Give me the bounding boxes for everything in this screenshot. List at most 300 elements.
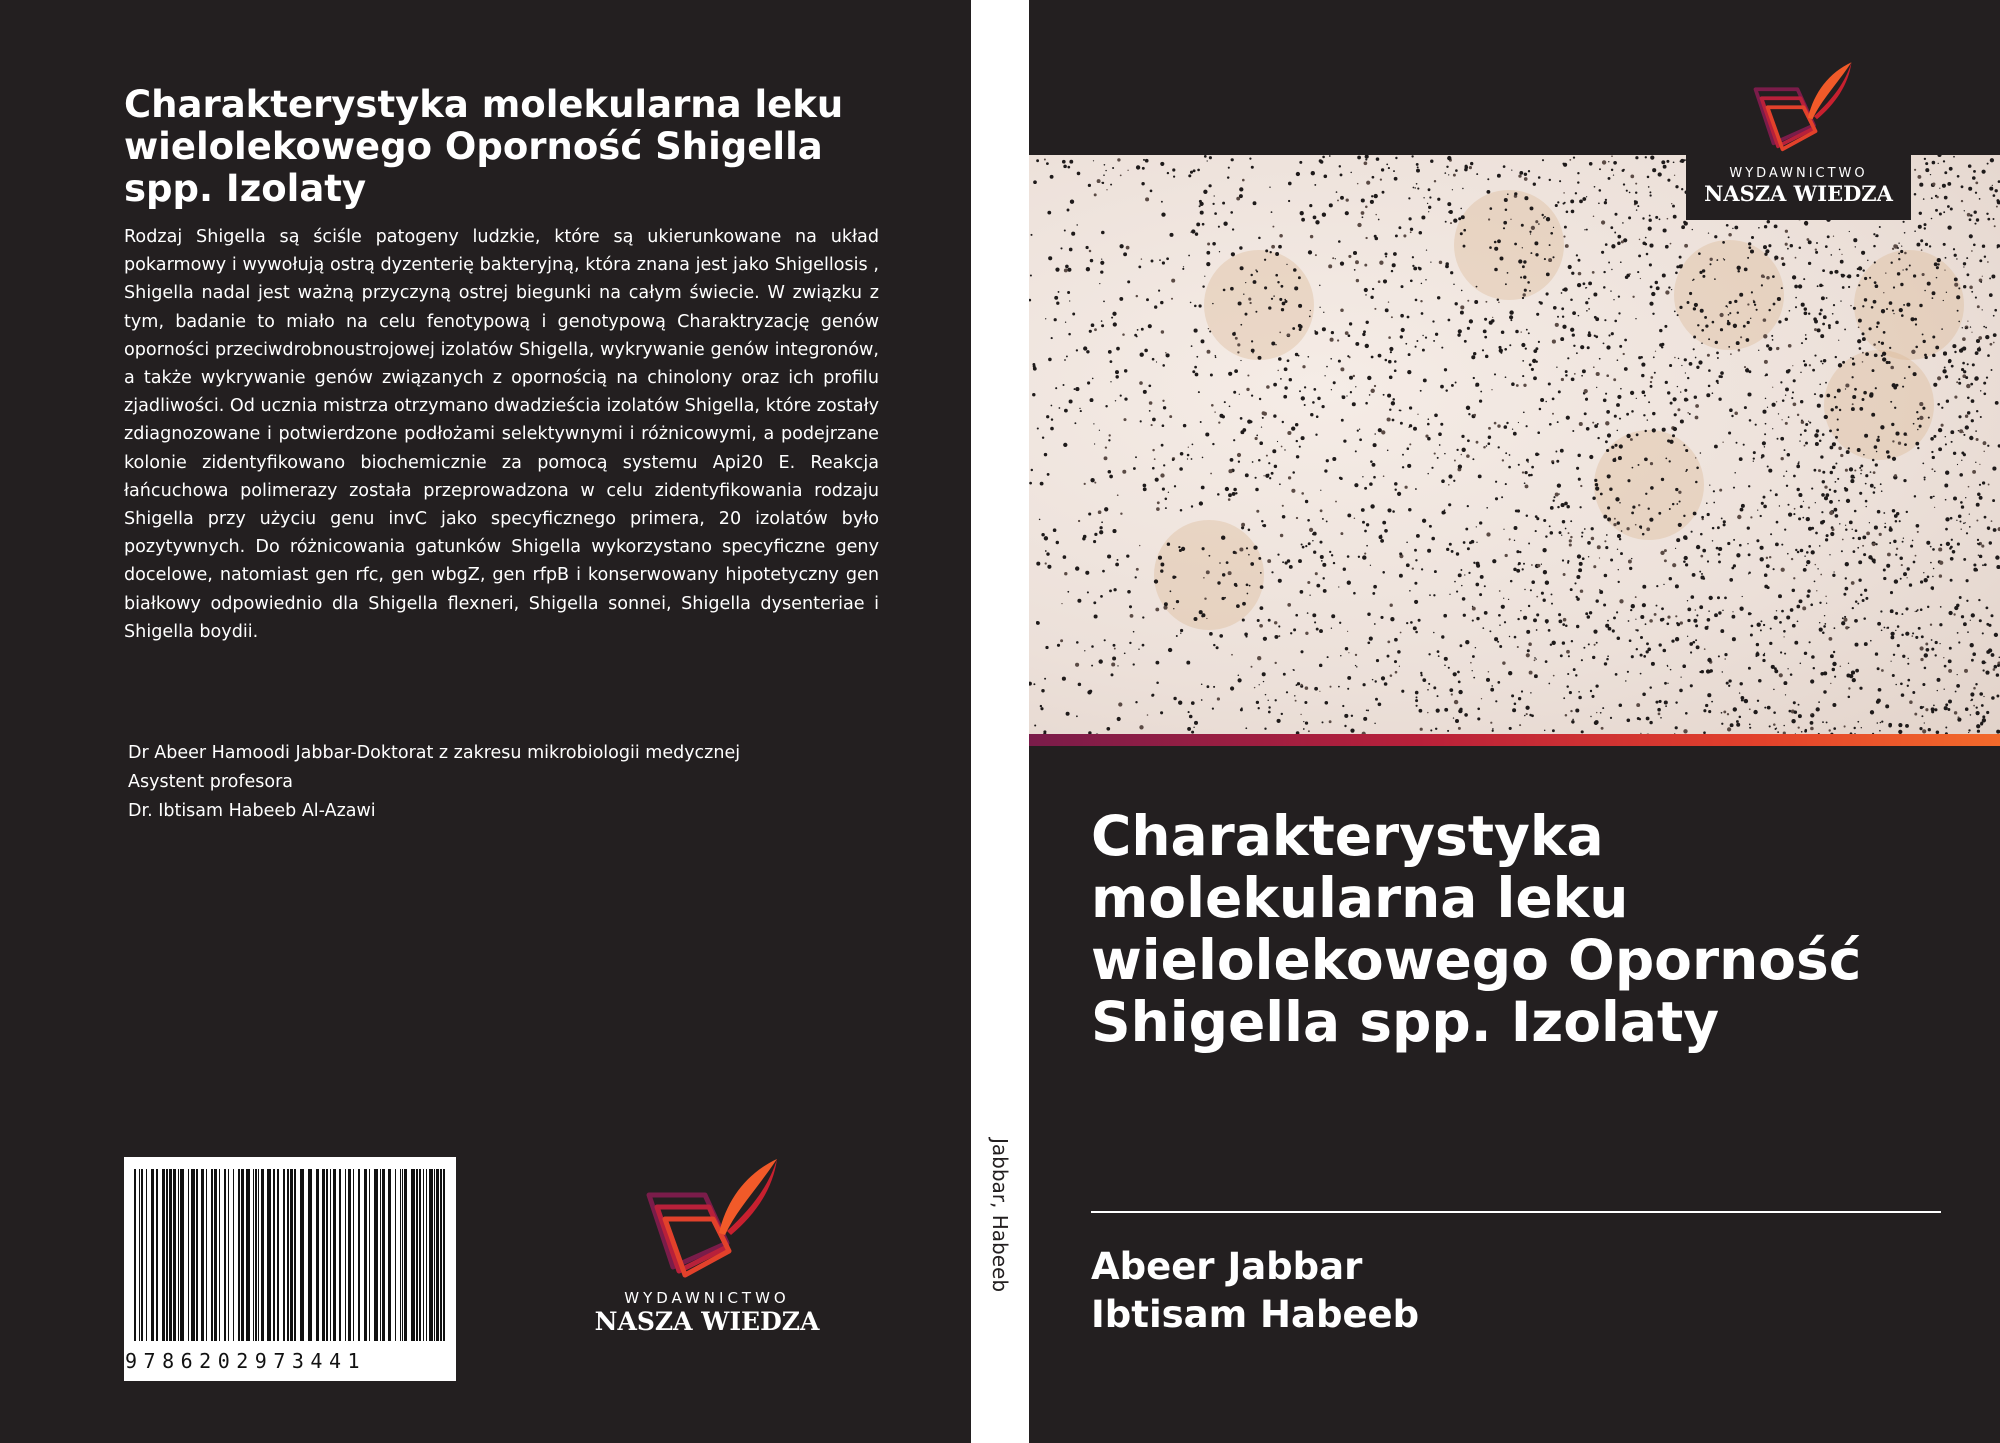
- speckle-dot: [1820, 574, 1822, 576]
- speckle-dot: [1951, 441, 1953, 443]
- speckle-dot: [1879, 226, 1881, 228]
- speckle-dot: [1811, 488, 1813, 490]
- speckle-dot: [1635, 524, 1637, 526]
- speckle-dot: [1798, 726, 1800, 728]
- speckle-dot: [1539, 408, 1542, 411]
- speckle-dot: [1753, 461, 1754, 462]
- speckle-dot: [1410, 231, 1412, 233]
- speckle-dot: [1935, 654, 1937, 656]
- speckle-dot: [1329, 720, 1332, 723]
- speckle-dot: [1421, 312, 1424, 315]
- speckle-dot: [1785, 422, 1788, 425]
- speckle-dot: [1199, 501, 1203, 505]
- speckle-dot: [1248, 529, 1251, 532]
- speckle-dot: [1982, 564, 1984, 566]
- speckle-dot: [1852, 537, 1854, 539]
- speckle-dot: [1375, 214, 1376, 215]
- speckle-dot: [1331, 389, 1332, 390]
- speckle-dot: [1353, 592, 1356, 595]
- speckle-dot: [1669, 508, 1671, 510]
- speckle-dot: [1883, 331, 1886, 334]
- speckle-dot: [1548, 683, 1550, 685]
- speckle-dot: [1973, 705, 1975, 707]
- speckle-dot: [1076, 224, 1077, 225]
- speckle-dot: [1524, 289, 1527, 292]
- speckle-dot: [1281, 713, 1283, 715]
- speckle-dot: [1956, 258, 1957, 259]
- speckle-dot: [1051, 418, 1053, 420]
- speckle-dot: [1551, 603, 1553, 605]
- speckle-dot: [1664, 682, 1667, 685]
- speckle-dot: [1848, 687, 1850, 689]
- author-bio-line: Asystent profesora: [128, 772, 294, 792]
- speckle-dot: [1036, 562, 1040, 566]
- speckle-dot: [1877, 722, 1879, 724]
- speckle-dot: [1773, 723, 1776, 726]
- speckle-dot: [1638, 356, 1641, 359]
- speckle-dot: [1143, 484, 1147, 488]
- speckle-dot: [1431, 467, 1433, 469]
- speckle-dot: [1428, 211, 1429, 212]
- speckle-dot: [1722, 671, 1723, 672]
- speckle-dot: [1565, 528, 1567, 530]
- speckle-dot: [1924, 479, 1926, 481]
- speckle-dot: [1922, 683, 1925, 686]
- barcode-bar: [267, 1169, 271, 1341]
- speckle-dot: [1660, 618, 1664, 622]
- speckle-dot: [1105, 170, 1106, 171]
- speckle-dot: [1656, 585, 1658, 587]
- speckle-dot: [1842, 539, 1844, 541]
- speckle-dot: [1239, 187, 1243, 191]
- speckle-dot: [1636, 433, 1639, 436]
- speckle-dot: [1448, 503, 1451, 506]
- speckle-dot: [1986, 213, 1988, 215]
- speckle-dot: [1538, 341, 1540, 343]
- speckle-dot: [1240, 266, 1244, 270]
- speckle-dot: [1230, 458, 1234, 462]
- speckle-dot: [1461, 585, 1462, 586]
- speckle-dot: [1428, 653, 1430, 655]
- speckle-dot: [1907, 663, 1909, 665]
- speckle-dot: [1372, 176, 1375, 179]
- barcode-bar: [388, 1169, 391, 1341]
- speckle-dot: [1824, 615, 1825, 616]
- speckle-dot: [1277, 370, 1279, 372]
- speckle-dot: [1830, 683, 1831, 684]
- barcode-bar: [333, 1169, 336, 1341]
- speckle-dot: [1693, 348, 1695, 350]
- speckle-dot: [1428, 418, 1430, 420]
- speckle-dot: [1844, 488, 1848, 492]
- speckle-dot: [1394, 369, 1397, 372]
- speckle-dot: [1976, 519, 1978, 521]
- speckle-dot: [1517, 646, 1519, 648]
- speckle-dot: [1730, 353, 1732, 355]
- speckle-dot: [1522, 568, 1524, 570]
- speckle-dot: [1341, 419, 1344, 422]
- speckle-dot: [1524, 589, 1525, 590]
- speckle-dot: [1522, 265, 1525, 268]
- speckle-dot: [1528, 474, 1531, 477]
- speckle-dot: [1821, 493, 1825, 497]
- speckle-dot: [1044, 159, 1046, 161]
- speckle-dot: [1806, 560, 1810, 564]
- speckle-dot: [1392, 263, 1396, 267]
- speckle-dot: [1954, 254, 1957, 257]
- speckle-dot: [1103, 174, 1105, 176]
- speckle-dot: [1056, 302, 1059, 305]
- speckle-dot: [1964, 210, 1965, 211]
- speckle-dot: [1228, 167, 1230, 169]
- speckle-dot: [1350, 729, 1354, 733]
- speckle-dot: [1325, 701, 1329, 705]
- speckle-dot: [1525, 484, 1529, 488]
- speckle-dot: [1724, 259, 1726, 261]
- speckle-dot: [1723, 710, 1726, 713]
- speckle-dot: [1362, 333, 1365, 336]
- speckle-dot: [1954, 606, 1958, 610]
- speckle-dot: [1834, 676, 1836, 678]
- speckle-dot: [1583, 282, 1586, 285]
- speckle-dot: [1309, 595, 1310, 596]
- speckle-dot: [1607, 433, 1611, 437]
- speckle-dot: [1212, 303, 1213, 304]
- speckle-dot: [1782, 399, 1785, 402]
- speckle-dot: [1234, 332, 1235, 333]
- speckle-dot: [1673, 215, 1677, 219]
- speckle-dot: [1624, 339, 1627, 342]
- speckle-dot: [1605, 243, 1608, 246]
- speckle-dot: [1194, 305, 1197, 308]
- speckle-dot: [1937, 263, 1939, 265]
- speckle-dot: [1538, 176, 1541, 179]
- speckle-dot: [1920, 580, 1923, 583]
- speckle-dot: [1670, 669, 1672, 671]
- speckle-dot: [1976, 410, 1978, 412]
- speckle-dot: [1862, 352, 1864, 354]
- barcode-bar: [369, 1169, 370, 1341]
- speckle-dot: [1630, 391, 1634, 395]
- speckle-dot: [1385, 256, 1387, 258]
- speckle-dot: [1709, 263, 1711, 265]
- speckle-dot: [1982, 309, 1983, 310]
- speckle-dot: [1776, 347, 1779, 350]
- speckle-dot: [1967, 411, 1970, 414]
- speckle-dot: [1675, 488, 1678, 491]
- speckle-dot: [1526, 713, 1528, 715]
- speckle-dot: [1781, 610, 1784, 613]
- speckle-dot: [1804, 363, 1807, 366]
- speckle-dot: [1369, 394, 1371, 396]
- speckle-dot: [1573, 345, 1575, 347]
- speckle-dot: [1127, 280, 1130, 283]
- speckle-dot: [1385, 308, 1389, 312]
- speckle-dot: [1835, 481, 1837, 483]
- speckle-dot: [1234, 369, 1238, 373]
- speckle-dot: [1681, 188, 1683, 190]
- speckle-dot: [1779, 673, 1783, 677]
- speckle-dot: [1693, 336, 1696, 339]
- speckle-dot: [1680, 391, 1681, 392]
- speckle-dot: [1562, 315, 1564, 317]
- speckle-dot: [1526, 653, 1530, 657]
- speckle-dot: [1192, 444, 1194, 446]
- speckle-dot: [1510, 319, 1512, 321]
- speckle-dot: [1380, 178, 1382, 180]
- speckle-dot: [1519, 724, 1521, 726]
- speckle-dot: [1569, 539, 1572, 542]
- speckle-dot: [1599, 590, 1603, 594]
- speckle-dot: [1525, 471, 1528, 474]
- speckle-dot: [1588, 298, 1590, 300]
- speckle-dot: [1280, 378, 1282, 380]
- speckle-dot: [1685, 372, 1686, 373]
- speckle-dot: [1982, 660, 1986, 664]
- speckle-dot: [1784, 528, 1786, 530]
- speckle-dot: [1892, 457, 1896, 461]
- speckle-dot: [1531, 714, 1534, 717]
- speckle-dot: [1853, 307, 1856, 310]
- speckle-dot: [1930, 623, 1932, 625]
- speckle-dot: [1504, 198, 1508, 202]
- speckle-dot: [1263, 637, 1267, 641]
- speckle-dot: [1619, 703, 1623, 707]
- speckle-dot: [1503, 529, 1504, 530]
- speckle-dot: [1454, 460, 1456, 462]
- speckle-dot: [1626, 413, 1629, 416]
- speckle-dot: [1460, 311, 1464, 315]
- speckle-dot: [1774, 224, 1778, 228]
- speckle-dot: [1378, 280, 1381, 283]
- speckle-dot: [1938, 547, 1942, 551]
- speckle-dot: [1229, 405, 1231, 407]
- speckle-dot: [1523, 411, 1525, 413]
- speckle-dot: [1906, 435, 1907, 436]
- speckle-dot: [1274, 465, 1277, 468]
- speckle-dot: [1206, 618, 1207, 619]
- speckle-dot: [1932, 336, 1935, 339]
- speckle-dot: [1834, 508, 1838, 512]
- speckle-dot: [1989, 293, 1993, 297]
- speckle-dot: [1031, 469, 1033, 471]
- speckle-dot: [1800, 434, 1802, 436]
- speckle-dot: [1161, 212, 1165, 216]
- stain-blotch: [1154, 520, 1264, 630]
- speckle-dot: [1237, 453, 1241, 457]
- speckle-dot: [1930, 546, 1932, 548]
- speckle-dot: [1571, 640, 1573, 642]
- speckle-dot: [1931, 197, 1933, 199]
- speckle-dot: [1070, 200, 1074, 204]
- speckle-dot: [1048, 358, 1052, 362]
- speckle-dot: [1108, 470, 1112, 474]
- speckle-dot: [1594, 424, 1598, 428]
- speckle-dot: [1245, 636, 1247, 638]
- speckle-dot: [1589, 611, 1592, 614]
- speckle-dot: [1255, 437, 1258, 440]
- speckle-dot: [1809, 641, 1811, 643]
- speckle-dot: [1617, 637, 1621, 641]
- speckle-dot: [1437, 650, 1440, 653]
- speckle-dot: [1410, 279, 1413, 282]
- speckle-dot: [1265, 474, 1269, 478]
- speckle-dot: [1787, 553, 1789, 555]
- speckle-dot: [1687, 377, 1689, 379]
- speckle-dot: [1810, 727, 1814, 731]
- speckle-dot: [1217, 581, 1220, 584]
- speckle-dot: [1785, 395, 1786, 396]
- barcode-bar: [258, 1169, 259, 1341]
- barcode-bar: [255, 1169, 257, 1341]
- speckle-dot: [1839, 409, 1841, 411]
- speckle-dot: [1226, 561, 1229, 564]
- speckle-dot: [1046, 552, 1049, 555]
- speckle-dot: [1057, 644, 1060, 647]
- speckle-dot: [1381, 676, 1385, 680]
- speckle-dot: [1549, 179, 1551, 181]
- speckle-dot: [1524, 715, 1526, 717]
- speckle-dot: [1601, 220, 1605, 224]
- speckle-dot: [1133, 631, 1135, 633]
- speckle-dot: [1455, 382, 1457, 384]
- speckle-dot: [1925, 168, 1929, 172]
- speckle-dot: [1779, 505, 1780, 506]
- speckle-dot: [1584, 229, 1585, 230]
- speckle-dot: [1219, 562, 1221, 564]
- speckle-dot: [1405, 343, 1407, 345]
- speckle-dot: [1648, 226, 1652, 230]
- speckle-dot: [1870, 710, 1874, 714]
- speckle-dot: [1585, 612, 1588, 615]
- speckle-dot: [1864, 298, 1867, 301]
- speckle-dot: [1271, 211, 1273, 213]
- speckle-dot: [1310, 235, 1313, 238]
- speckle-dot: [1956, 381, 1958, 383]
- speckle-dot: [1879, 730, 1881, 732]
- speckle-dot: [1830, 446, 1834, 450]
- speckle-dot: [1238, 675, 1240, 677]
- speckle-dot: [1774, 255, 1778, 259]
- speckle-dot: [1947, 205, 1950, 208]
- speckle-dot: [1458, 690, 1462, 694]
- speckle-dot: [1136, 165, 1140, 169]
- speckle-dot: [1648, 508, 1650, 510]
- speckle-dot: [1058, 291, 1060, 293]
- speckle-dot: [1825, 538, 1828, 541]
- speckle-dot: [1521, 331, 1522, 332]
- speckle-dot: [1207, 243, 1210, 246]
- speckle-dot: [1420, 674, 1422, 676]
- book-quill-icon: [627, 1155, 787, 1285]
- speckle-dot: [1889, 347, 1891, 349]
- speckle-dot: [1747, 543, 1748, 544]
- speckle-dot: [1957, 674, 1958, 675]
- speckle-dot: [1878, 341, 1880, 343]
- speckle-dot: [1741, 696, 1745, 700]
- speckle-dot: [1526, 514, 1528, 516]
- speckle-dot: [1797, 462, 1799, 464]
- speckle-dot: [1673, 427, 1677, 431]
- speckle-dot: [1799, 246, 1802, 249]
- speckle-dot: [1937, 403, 1940, 406]
- speckle-dot: [1212, 203, 1214, 205]
- speckle-dot: [1395, 671, 1398, 674]
- speckle-dot: [1572, 333, 1575, 336]
- speckle-dot: [1307, 356, 1309, 358]
- speckle-dot: [1572, 719, 1574, 721]
- barcode-bar: [348, 1169, 351, 1341]
- speckle-dot: [1811, 655, 1815, 659]
- speckle-dot: [1526, 425, 1528, 427]
- speckle-dot: [1626, 434, 1630, 438]
- speckle-dot: [1993, 342, 1995, 344]
- speckle-dot: [1578, 478, 1581, 481]
- speckle-dot: [1579, 200, 1583, 204]
- speckle-dot: [1607, 620, 1609, 622]
- speckle-dot: [1286, 264, 1287, 265]
- speckle-dot: [1321, 560, 1323, 562]
- speckle-dot: [1087, 690, 1091, 694]
- speckle-dot: [1384, 529, 1388, 533]
- speckle-dot: [1546, 622, 1548, 624]
- speckle-dot: [1639, 239, 1641, 241]
- speckle-dot: [1979, 198, 1981, 200]
- speckle-dot: [1917, 609, 1919, 611]
- speckle-dot: [1267, 559, 1271, 563]
- speckle-dot: [1421, 215, 1425, 219]
- speckle-dot: [1963, 522, 1965, 524]
- speckle-dot: [1422, 349, 1425, 352]
- speckle-dot: [1591, 695, 1594, 698]
- speckle-dot: [1617, 430, 1619, 432]
- speckle-dot: [1646, 527, 1650, 531]
- speckle-dot: [1039, 519, 1041, 521]
- speckle-dot: [1202, 285, 1204, 287]
- speckle-dot: [1851, 407, 1855, 411]
- speckle-dot: [1904, 377, 1906, 379]
- speckle-dot: [1045, 318, 1046, 319]
- speckle-dot: [1700, 555, 1703, 558]
- speckle-dot: [1629, 192, 1631, 194]
- speckle-dot: [1962, 347, 1966, 351]
- speckle-dot: [1207, 685, 1210, 688]
- speckle-dot: [1838, 340, 1839, 341]
- speckle-dot: [1419, 231, 1423, 235]
- speckle-dot: [1101, 324, 1104, 327]
- barcode-bar: [253, 1169, 254, 1341]
- speckle-dot: [1614, 320, 1617, 323]
- speckle-dot: [1222, 202, 1225, 205]
- speckle-dot: [1449, 688, 1453, 692]
- speckle-dot: [1206, 262, 1210, 266]
- speckle-dot: [1313, 388, 1316, 391]
- speckle-dot: [1182, 268, 1184, 270]
- speckle-dot: [1826, 534, 1829, 537]
- speckle-dot: [1473, 352, 1476, 355]
- speckle-dot: [1447, 202, 1451, 206]
- speckle-dot: [1329, 686, 1331, 688]
- speckle-dot: [1893, 286, 1895, 288]
- speckle-dot: [1649, 721, 1652, 724]
- barcode-bar: [283, 1169, 285, 1341]
- speckle-dot: [1076, 715, 1078, 717]
- speckle-dot: [1037, 427, 1039, 429]
- speckle-dot: [1449, 210, 1453, 214]
- speckle-dot: [1920, 646, 1924, 650]
- speckle-dot: [1715, 341, 1718, 344]
- speckle-dot: [1465, 528, 1468, 531]
